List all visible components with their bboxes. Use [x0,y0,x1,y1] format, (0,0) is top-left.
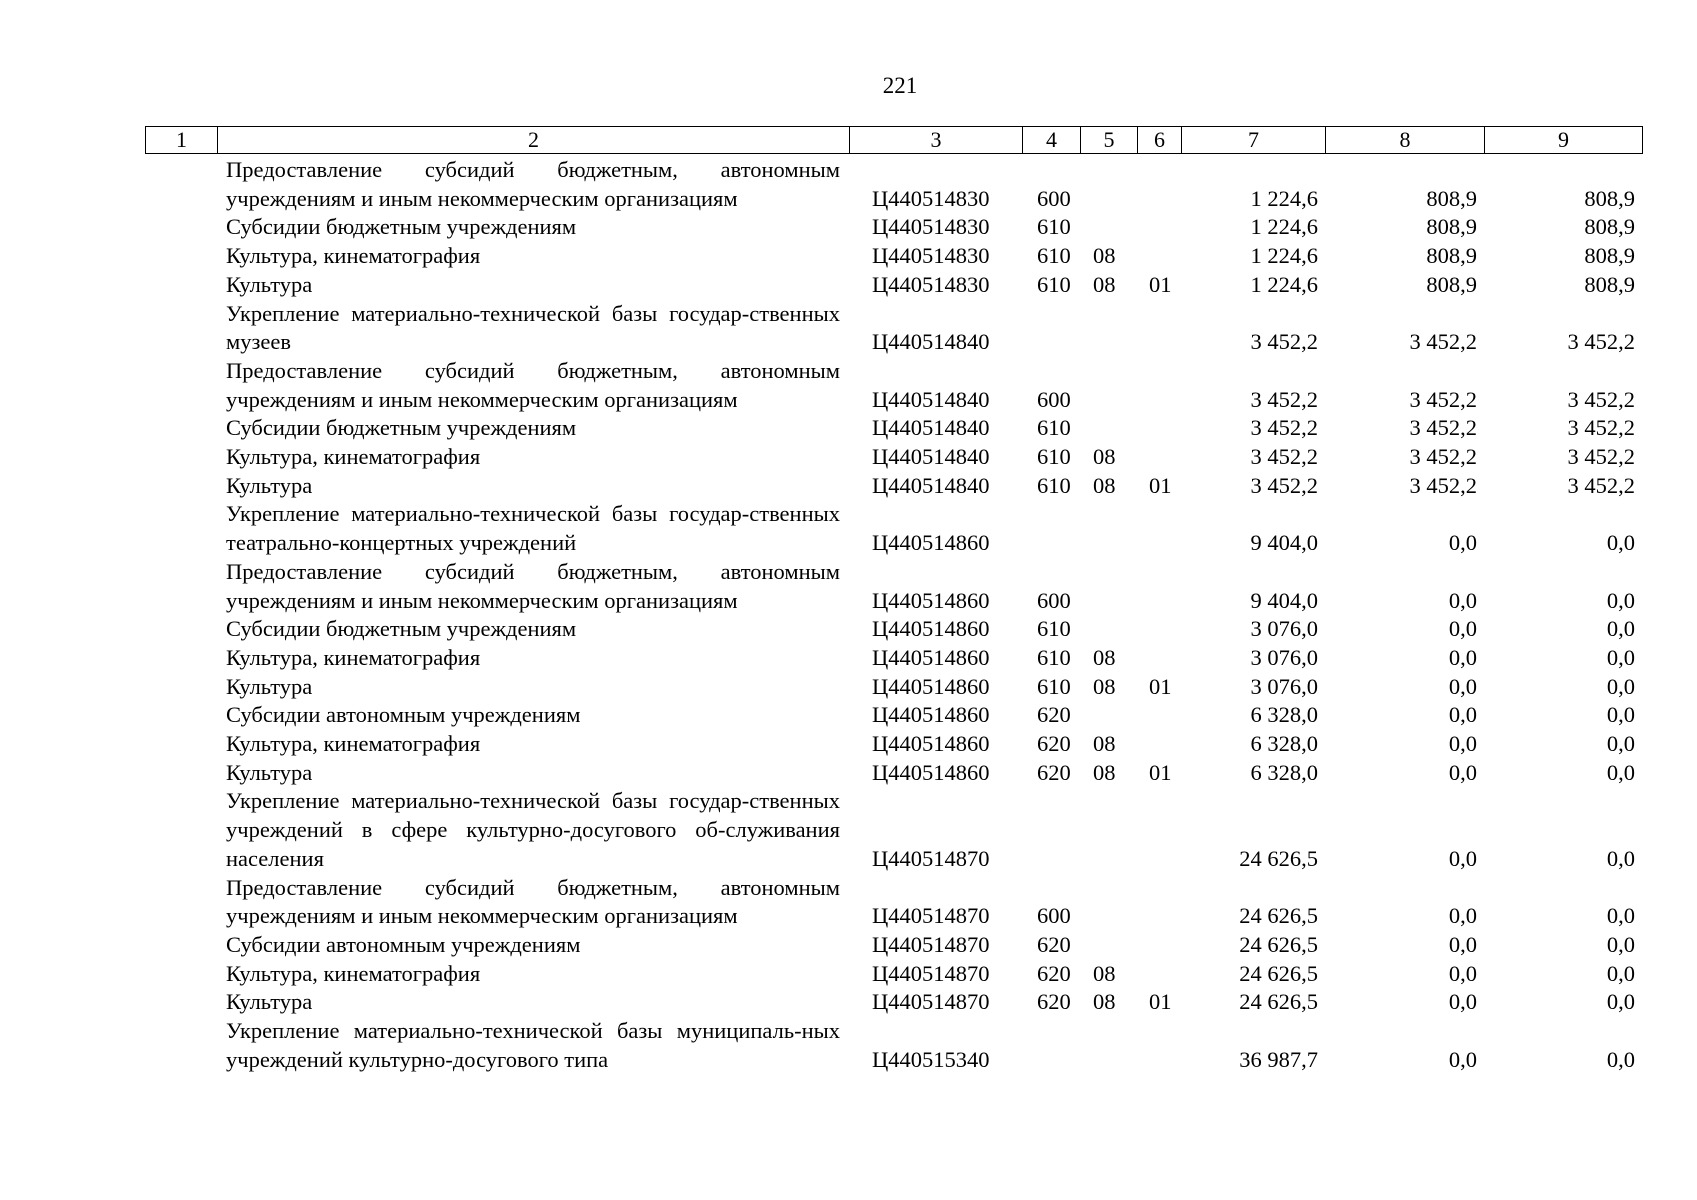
amount-col7: 1 224,6 [1250,243,1318,269]
column-header-4: 4 [1023,127,1081,154]
item-name: Предоставление субсидий бюджетным, автономным учреждениям и иным некоммерческим организациям [226,357,840,412]
table-row [145,673,1642,702]
target-article-code: Ц440514830 [872,243,990,269]
table-row [145,874,1642,931]
expense-type-code: 610 [1037,415,1071,441]
table-row [145,213,1642,242]
amount-col8: 3 452,2 [1409,386,1477,412]
amount-col7: 3 452,2 [1250,415,1318,441]
expense-type-code: 620 [1037,960,1071,986]
amount-col7: 1 224,6 [1250,185,1318,211]
item-name: Укрепление материально-технической базы муниципаль-ных учреждений культурно-досугового типа [226,1018,840,1072]
subsection-code: 01 [1149,271,1172,297]
amount-col8: 808,9 [1426,243,1477,269]
subsection-code: 01 [1149,989,1172,1015]
target-article-code: Ц440514840 [872,386,990,412]
expense-type-code [1022,300,1080,357]
table-row [145,156,1642,213]
amount-col9: 808,9 [1584,243,1635,269]
target-article-code: Ц440514870 [872,931,990,957]
item-name: Культура, кинематография [226,243,481,269]
section-code [1080,414,1137,443]
expense-type-code [1022,1017,1080,1074]
subsection-code [1137,701,1181,730]
row-index-cell [145,787,217,873]
item-name: Субсидии автономным учреждениям [226,702,581,728]
target-article-code: Ц440514860 [872,644,990,670]
expense-type-code: 610 [1037,444,1071,470]
table-row [145,1017,1642,1074]
section-code: 08 [1093,759,1116,785]
target-article-code: Ц440514870 [872,960,990,986]
section-code: 08 [1093,673,1116,699]
expense-type-code: 620 [1037,731,1071,757]
expense-type-code: 620 [1037,702,1071,728]
amount-col9: 0,0 [1606,731,1635,757]
item-name: Культура [226,271,313,297]
subsection-code [1137,414,1181,443]
amount-col9: 0,0 [1606,587,1635,613]
column-header-8: 8 [1326,127,1485,154]
table-row [145,787,1642,873]
subsection-code: 01 [1149,759,1172,785]
subsection-code: 01 [1149,673,1172,699]
row-index-cell [145,874,217,931]
subsection-code [1137,615,1181,644]
table-row [145,960,1642,989]
target-article-code: Ц440514840 [872,329,990,355]
amount-col9: 0,0 [1606,960,1635,986]
expense-type-code: 620 [1037,931,1071,957]
expense-type-code: 600 [1037,903,1071,929]
section-code: 08 [1093,644,1116,670]
item-name: Субсидии бюджетным учреждениям [226,415,577,441]
section-code [1080,874,1137,931]
item-name: Культура [226,989,313,1015]
section-code: 08 [1093,243,1116,269]
amount-col8: 0,0 [1448,931,1477,957]
target-article-code: Ц440514840 [872,472,990,498]
amount-col9: 0,0 [1606,845,1635,871]
expense-type-code: 620 [1037,989,1071,1015]
amount-col8: 0,0 [1448,731,1477,757]
section-code [1080,213,1137,242]
amount-col7: 24 626,5 [1239,960,1318,986]
item-name: Культура [226,759,313,785]
row-index-cell [145,300,217,357]
amount-col7: 3 076,0 [1250,616,1318,642]
item-name: Культура, кинематография [226,444,481,470]
amount-col9: 3 452,2 [1567,415,1635,441]
item-name: Укрепление материально-технической базы государ-ственных театрально-концертных учреждений [226,501,840,556]
amount-col7: 6 328,0 [1250,702,1318,728]
amount-col7: 3 076,0 [1250,673,1318,699]
target-article-code: Ц440514860 [872,587,990,613]
item-name: Субсидии бюджетным учреждениям [226,214,577,240]
amount-col7: 9 404,0 [1250,587,1318,613]
section-code: 08 [1093,989,1116,1015]
target-article-code: Ц440514830 [872,271,990,297]
row-index-cell [145,271,217,300]
amount-col9: 0,0 [1606,530,1635,556]
subsection-code [1137,644,1181,673]
amount-col8: 0,0 [1448,845,1477,871]
table-row [145,300,1642,357]
amount-col7: 24 626,5 [1239,931,1318,957]
amount-col8: 808,9 [1426,214,1477,240]
item-name: Культура [226,472,313,498]
column-header-table [145,126,1643,154]
amount-col8: 0,0 [1448,1046,1477,1072]
amount-col8: 0,0 [1448,616,1477,642]
amount-col8: 3 452,2 [1409,444,1477,470]
row-index-cell [145,500,217,557]
subsection-code [1137,242,1181,271]
subsection-code [1137,1017,1181,1074]
amount-col8: 0,0 [1448,989,1477,1015]
section-code [1080,701,1137,730]
column-header-5: 5 [1081,127,1138,154]
amount-col8: 808,9 [1426,271,1477,297]
amount-col7: 3 452,2 [1250,386,1318,412]
amount-col9: 3 452,2 [1567,472,1635,498]
item-name: Культура, кинематография [226,731,481,757]
expense-type-code: 610 [1037,214,1071,240]
section-code: 08 [1093,960,1116,986]
amount-col9: 3 452,2 [1567,329,1635,355]
row-index-cell [145,558,217,615]
table-row [145,500,1642,557]
subsection-code [1137,874,1181,931]
section-code [1080,615,1137,644]
expense-type-code: 610 [1037,616,1071,642]
row-index-cell [145,701,217,730]
row-index-cell [145,644,217,673]
row-index-cell [145,615,217,644]
amount-col8: 3 452,2 [1409,472,1477,498]
item-name: Культура [226,673,313,699]
amount-col7: 3 076,0 [1250,644,1318,670]
amount-col7: 3 452,2 [1250,444,1318,470]
amount-col9: 0,0 [1606,759,1635,785]
amount-col9: 3 452,2 [1567,386,1635,412]
amount-col9: 808,9 [1584,271,1635,297]
section-code [1080,156,1137,213]
row-index-cell [145,443,217,472]
expense-type-code: 610 [1037,271,1071,297]
target-article-code: Ц440514870 [872,989,990,1015]
amount-col8: 0,0 [1448,759,1477,785]
row-index-cell [145,1017,217,1074]
expense-type-code: 600 [1037,587,1071,613]
subsection-code: 01 [1149,472,1172,498]
section-code [1080,558,1137,615]
column-header-2: 2 [218,127,850,154]
table-row [145,414,1642,443]
table-row [145,472,1642,501]
table-row [145,615,1642,644]
section-code [1080,357,1137,414]
target-article-code: Ц440514860 [872,702,990,728]
amount-col9: 808,9 [1584,185,1635,211]
target-article-code: Ц440514870 [872,845,990,871]
row-index-cell [145,472,217,501]
amount-col8: 0,0 [1448,644,1477,670]
item-name: Субсидии бюджетным учреждениям [226,616,577,642]
amount-col8: 0,0 [1448,587,1477,613]
item-name: Укрепление материально-технической базы государ-ственных учреждений в сфере культурно-досугового об-служивания населения [226,788,840,871]
row-index-cell [145,414,217,443]
amount-col9: 0,0 [1606,989,1635,1015]
subsection-code [1137,500,1181,557]
target-article-code: Ц440515340 [872,1046,990,1072]
table-row [145,558,1642,615]
amount-col9: 0,0 [1606,931,1635,957]
subsection-code [1137,213,1181,242]
section-code: 08 [1093,271,1116,297]
item-name: Культура, кинематография [226,644,481,670]
subsection-code [1137,931,1181,960]
target-article-code: Ц440514840 [872,415,990,441]
table-row [145,701,1642,730]
target-article-code: Ц440514860 [872,673,990,699]
expense-type-code: 610 [1037,243,1071,269]
amount-col8: 3 452,2 [1409,329,1477,355]
column-header-row [146,127,1643,154]
row-index-cell [145,156,217,213]
amount-col9: 0,0 [1606,644,1635,670]
subsection-code [1137,357,1181,414]
expense-type-code: 600 [1037,185,1071,211]
target-article-code: Ц440514860 [872,731,990,757]
section-code: 08 [1093,472,1116,498]
row-index-cell [145,242,217,271]
section-code: 08 [1093,731,1116,757]
column-header-3: 3 [850,127,1023,154]
amount-col9: 0,0 [1606,616,1635,642]
column-header-1: 1 [146,127,218,154]
amount-col9: 0,0 [1606,1046,1635,1072]
subsection-code [1137,730,1181,759]
amount-col8: 808,9 [1426,185,1477,211]
amount-col7: 1 224,6 [1250,271,1318,297]
column-header-6: 6 [1138,127,1182,154]
target-article-code: Ц440514860 [872,530,990,556]
expense-type-code: 600 [1037,386,1071,412]
table-row [145,443,1642,472]
amount-col9: 3 452,2 [1567,444,1635,470]
amount-col7: 36 987,7 [1239,1046,1318,1072]
amount-col8: 0,0 [1448,903,1477,929]
target-article-code: Ц440514860 [872,759,990,785]
amount-col7: 9 404,0 [1250,530,1318,556]
amount-col7: 3 452,2 [1250,329,1318,355]
amount-col7: 6 328,0 [1250,759,1318,785]
subsection-code [1137,443,1181,472]
item-name: Предоставление субсидий бюджетным, автономным учреждениям и иным некоммерческим организациям [226,558,840,613]
amount-col7: 1 224,6 [1250,214,1318,240]
amount-col8: 0,0 [1448,960,1477,986]
section-code [1080,931,1137,960]
item-name: Предоставление субсидий бюджетным, автономным учреждениям и иным некоммерческим организациям [226,874,840,929]
expense-type-code: 610 [1037,673,1071,699]
amount-col9: 0,0 [1606,903,1635,929]
page-number: 221 [882,73,918,98]
amount-col9: 0,0 [1606,673,1635,699]
amount-col7: 24 626,5 [1239,903,1318,929]
amount-col7: 6 328,0 [1250,731,1318,757]
subsection-code [1137,960,1181,989]
table-row [145,357,1642,414]
target-article-code: Ц440514830 [872,214,990,240]
target-article-code: Ц440514870 [872,903,990,929]
item-name: Субсидии автономным учреждениям [226,931,581,957]
target-article-code: Ц440514860 [872,616,990,642]
subsection-code [1137,558,1181,615]
section-code [1080,1017,1137,1074]
item-name: Укрепление материально-технической базы государ-ственных музеев [226,300,840,355]
table-row [145,644,1642,673]
table-row [145,242,1642,271]
amount-col7: 24 626,5 [1239,845,1318,871]
row-index-cell [145,213,217,242]
expense-type-code: 610 [1037,644,1071,670]
subsection-code [1137,300,1181,357]
amount-col7: 3 452,2 [1250,472,1318,498]
row-index-cell [145,730,217,759]
column-header-9: 9 [1485,127,1643,154]
table-row [145,759,1642,788]
table-row [145,271,1642,300]
amount-col9: 0,0 [1606,702,1635,728]
amount-col8: 3 452,2 [1409,415,1477,441]
budget-table-body [145,156,1642,1075]
amount-col8: 0,0 [1448,530,1477,556]
row-index-cell [145,357,217,414]
row-index-cell [145,988,217,1017]
expense-type-code: 610 [1037,472,1071,498]
target-article-code: Ц440514830 [872,185,990,211]
section-code [1080,500,1137,557]
budget-table [145,156,1642,1075]
row-index-cell [145,759,217,788]
table-row [145,931,1642,960]
row-index-cell [145,960,217,989]
subsection-code [1137,156,1181,213]
amount-col9: 808,9 [1584,214,1635,240]
amount-col8: 0,0 [1448,702,1477,728]
subsection-code [1137,787,1181,873]
item-name: Предоставление субсидий бюджетным, автономным учреждениям и иным некоммерческим организациям [226,157,840,211]
expense-type-code [1022,787,1080,873]
amount-col8: 0,0 [1448,673,1477,699]
expense-type-code: 620 [1037,759,1071,785]
column-header-7: 7 [1182,127,1326,154]
section-code [1080,300,1137,357]
row-index-cell [145,673,217,702]
amount-col7: 24 626,5 [1239,989,1318,1015]
target-article-code: Ц440514840 [872,444,990,470]
section-code: 08 [1093,444,1116,470]
table-row [145,730,1642,759]
section-code [1080,787,1137,873]
row-index-cell [145,931,217,960]
table-row [145,988,1642,1017]
expense-type-code [1022,500,1080,557]
item-name: Культура, кинематография [226,960,481,986]
